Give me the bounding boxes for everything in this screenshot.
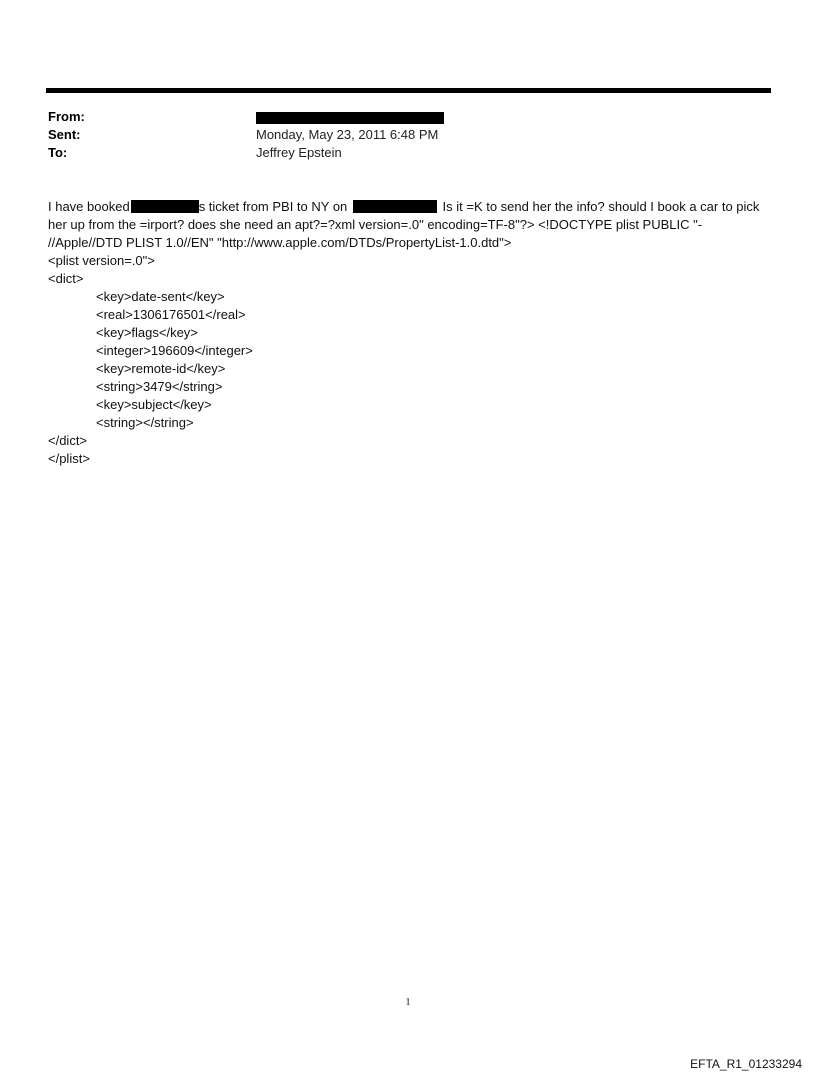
body-text-segment: s ticket from PBI to NY on — [198, 199, 348, 214]
to-row — [48, 144, 444, 162]
body-line-3: //Apple//DTD PLIST 1.0//EN" "http://www.apple.com/DTDs/PropertyList-1.0.dtd"> — [48, 235, 512, 250]
email-body — [48, 198, 778, 468]
plist-close-line: </plist> — [48, 451, 90, 466]
from-value — [256, 108, 444, 126]
page-number: 1 — [405, 996, 411, 1008]
body-text-segment: I have booked — [48, 199, 130, 214]
body-text-segment: Is it =K to send her the info? should I book a car to pick — [438, 199, 760, 214]
from-label: From: — [48, 109, 85, 124]
header-rule — [46, 88, 771, 93]
sent-label: Sent: — [48, 127, 81, 142]
dict-entry-line: <string>3479</string> — [96, 379, 223, 394]
dict-entry-line: <key>flags</key> — [96, 325, 198, 340]
body-line-2: her up from the =irport? does she need an apt?=?xml version=.0" encoding=TF-8"?> <!DOCTYPE plist PUBLIC "- — [48, 217, 703, 232]
dict-entry-line: <integer>196609</integer> — [96, 343, 253, 358]
plist-open-line: <plist version=.0"> — [48, 253, 155, 268]
redaction-box — [353, 200, 437, 213]
redaction-box — [131, 200, 199, 213]
redaction-box — [256, 112, 444, 124]
dict-open-line: <dict> — [48, 271, 84, 286]
dict-entry-line: <key>date-sent</key> — [96, 289, 225, 304]
to-label: To: — [48, 145, 68, 160]
to-value: Jeffrey Epstein — [256, 145, 342, 160]
body-line-1 — [48, 198, 778, 216]
dict-close-line: </dict> — [48, 433, 88, 448]
bates-number: EFTA_R1_01233294 — [690, 1057, 802, 1071]
dict-entry-line: <real>1306176501</real> — [96, 307, 246, 322]
sent-value: Monday, May 23, 2011 6:48 PM — [256, 127, 439, 142]
from-row — [48, 108, 444, 126]
email-header — [48, 108, 444, 162]
dict-entry-line: <key>subject</key> — [96, 397, 212, 412]
dict-entry-line: <key>remote-id</key> — [96, 361, 226, 376]
dict-entry-line: <string></string> — [96, 415, 194, 430]
sent-row — [48, 126, 444, 144]
